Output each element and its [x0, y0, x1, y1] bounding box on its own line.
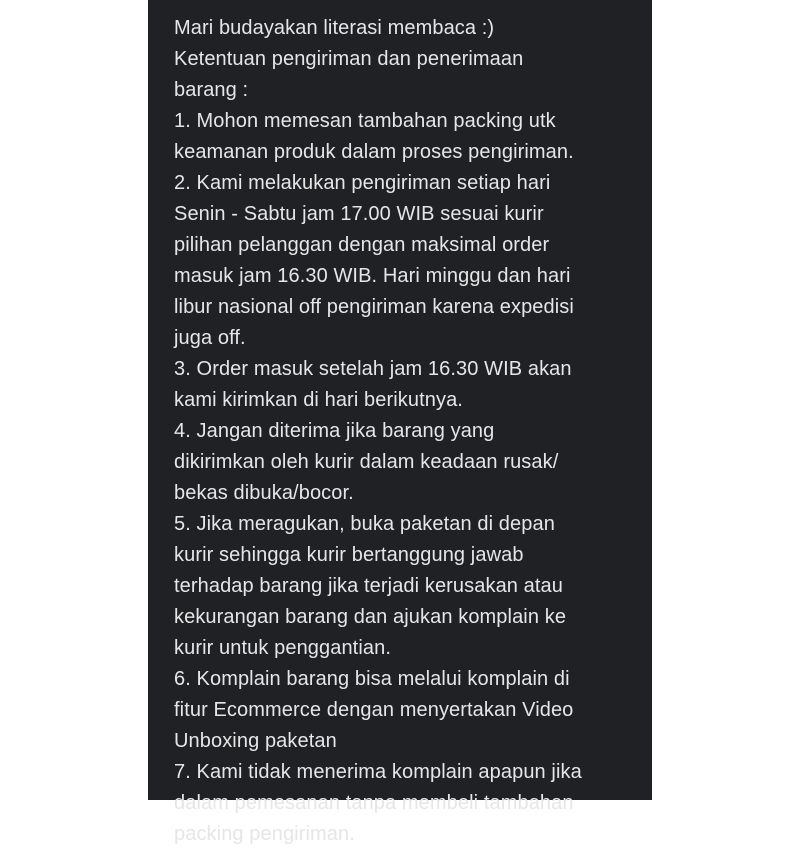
message-line: packing pengiriman.: [174, 823, 355, 845]
message-line: 3. Order masuk setelah jam 16.30 WIB akan: [174, 358, 572, 380]
message-line: 4. Jangan diterima jika barang yang: [174, 420, 495, 442]
message-line: terhadap barang jika terjadi kerusakan atau: [174, 575, 563, 597]
message-line: 2. Kami melakukan pengiriman setiap hari: [174, 172, 551, 194]
message-line: keamanan produk dalam proses pengiriman.: [174, 141, 574, 163]
message-line: dikirimkan oleh kurir dalam keadaan rusak/: [174, 451, 559, 473]
message-line: pilihan pelanggan dengan maksimal order: [174, 234, 550, 256]
message-line: bekas dibuka/bocor.: [174, 482, 354, 504]
message-line: kurir sehingga kurir bertanggung jawab: [174, 544, 524, 566]
message-line: Ketentuan pengiriman dan penerimaan: [174, 48, 524, 70]
message-line: barang :: [174, 79, 249, 101]
message-line: Mari budayakan literasi membaca :): [174, 17, 495, 39]
message-line: Unboxing paketan: [174, 730, 337, 752]
message-line: masuk jam 16.30 WIB. Hari minggu dan hari: [174, 265, 571, 287]
message-line: kekurangan barang dan ajukan komplain ke: [174, 606, 567, 628]
message-line: 1. Mohon memesan tambahan packing utk: [174, 110, 556, 132]
message-line: dalam pemesanan tanpa membeli tambahan: [174, 792, 574, 814]
message-line: kurir untuk penggantian.: [174, 637, 391, 659]
message-line: fitur Ecommerce dengan menyertakan Video: [174, 699, 574, 721]
message-line: 6. Komplain barang bisa melalui komplain di: [174, 668, 570, 690]
message-text: [174, 13, 644, 850]
message-screen: [148, 0, 652, 845]
message-line: Senin - Sabtu jam 17.00 WIB sesuai kurir: [174, 203, 544, 225]
message-line: 5. Jika meragukan, buka paketan di depan: [174, 513, 555, 535]
message-line: juga off.: [174, 327, 246, 349]
message-line: libur nasional off pengiriman karena expedisi: [174, 296, 574, 318]
message-line: kami kirimkan di hari berikutnya.: [174, 389, 463, 411]
message-line: 7. Kami tidak menerima komplain apapun jika: [174, 761, 582, 783]
